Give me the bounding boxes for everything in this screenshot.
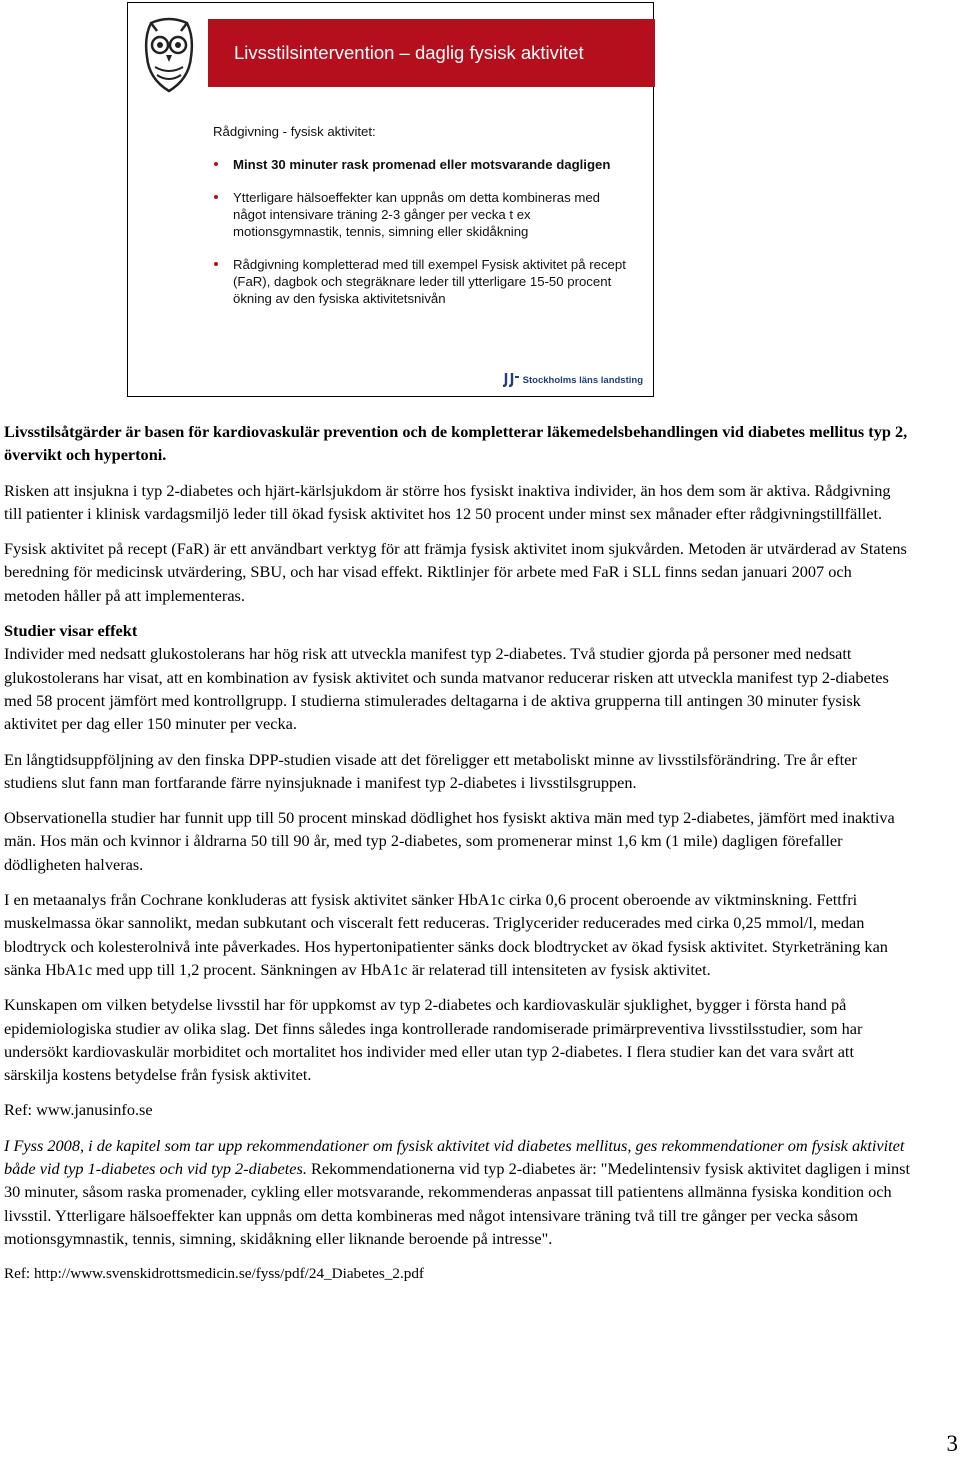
paragraph-text: Rekommendationerna vid typ 2-diabetes är: "Medelintensiv fysisk aktivitet dagligen i minst 30 minuter, såsom raska promenader, cykling eller motsvarande, rekommenderas anpassat till patientens allmänna fysiska kondition och livsstil. Ytterligare hälsoeffekter kan uppnås om detta kombineras med något intensivare träning två till tre gånger per vecka såsom motionsgymnastik, tennis, simning, skidåkning eller liknande beroende på intresse". xyxy=(4,1159,910,1248)
sll-logo-text: Stockholms läns landsting xyxy=(522,374,643,386)
document-body xyxy=(4,420,910,1298)
owl-logo-icon xyxy=(139,17,199,95)
paragraph: Risken att insjukna i typ 2-diabetes och hjärt-kärlsjukdom är större hos fysiskt inaktiva individer, än hos dem som är aktiva. Rådgivning till patienter i klinisk vardagsmiljö leder till ökad fysisk aktivitet hos 12 50 procent under minst sex månader efter rådgivningstillfället. xyxy=(4,480,891,523)
sll-logo xyxy=(503,373,643,387)
paragraph: En långtidsuppföljning av den finska DPP-studien visade att det föreligger ett metaboliskt minne av livsstilsförändring. Tre år efter studiens slut fann man fortfarande färre nyinsjuknade i manifest typ 2-diabetes i livsstilsgruppen. xyxy=(4,749,857,792)
paragraph: Observationella studier har funnit upp till 50 procent minskad dödlighet hos fysiskt aktiva män med typ 2-diabetes, jämfört med inaktiva män. Hos män och kvinnor i åldrarna 50 till 90 år, med typ 2-diabetes, som promenerar minst 1,6 km (1 mile) dagligen förefaller dödligheten halveras. xyxy=(4,808,895,874)
italic-text: I Fyss 2008, i de kapitel som tar upp rekommendationer om fysisk aktivitet vid diabetes mellitus, ges rekommendationer om fysisk aktivitet både vid typ 1-diabetes och vid typ 2-diabetes. xyxy=(4,1135,905,1179)
lead-paragraph: Livsstilsåtgärder är basen för kardiovaskulär prevention och de kompletterar läkemedelsbehandlingen vid diabetes mellitus typ 2, övervikt och hypertoni. xyxy=(4,422,908,465)
reference: Ref: www.janusinfo.se xyxy=(4,1100,153,1120)
slide-title: Livsstilsintervention – daglig fysisk aktivitet xyxy=(208,19,655,87)
slide-bullet-list xyxy=(213,156,633,307)
slide-bullet: Rådgivning kompletterad med till exempel Fysisk aktivitet på recept (FaR), dagbok och stegräknare leder till ytterligare 15-50 procent ökning av den fysiska aktivitetsnivån xyxy=(213,256,633,307)
paragraph: Fysisk aktivitet på recept (FaR) är ett användbart verktyg för att främja fysisk aktivitet inom sjukvården. Metoden är utvärderad av Statens beredning för medicinsk utvärdering, SBU, och har visad effekt. Riktlinjer för arbete med FaR i SLL finns sedan januari 2007 och metoden håller på att implementeras. xyxy=(4,539,907,605)
paragraph xyxy=(4,1134,910,1250)
page-number: 3 xyxy=(946,1431,958,1456)
paragraph: I en metaanalys från Cochrane konkluderas att fysisk aktivitet sänker HbA1c cirka 0,6 procent oberoende av viktminskning. Fettfri muskelmassa ökar sannolikt, medan subkutant och visceralt fett reduceras. Triglycerider reducerades med cirka 0,25 mmol/l, medan blodtryck och kolesterolnivå inte påverkades. Hos hypertonipatienter sänks dock blodtrycket av ökad fysisk aktivitet. Styrketräning kan sänka HbA1c med upp till 1,2 procent. Sänkningen av HbA1c är relaterad till intensiteten av fysisk aktivitet. xyxy=(4,890,888,979)
slide-image xyxy=(127,2,654,397)
section-heading: Studier visar effekt xyxy=(4,621,138,641)
paragraph: Individer med nedsatt glukostolerans har hög risk att utveckla manifest typ 2-diabetes. Två studier gjorda på personer med nedsatt glukostolerans har visat, att en kombination av fysisk aktivitet och sunda matvanor reducerar risken att utveckla manifest typ 2-diabetes med 58 procent jämfört med kontrollgrupp. I studierna stimulerades deltagarna i de aktiva grupperna till antingen 30 minuter fysisk aktivitet per dag eller 150 minuter per vecka. xyxy=(4,644,889,734)
reference-link[interactable]: Ref: http://www.svenskidrottsmedicin.se/fyss/pdf/24_Diabetes_2.pdf xyxy=(4,1265,424,1283)
paragraph: Kunskapen om vilken betydelse livsstil har för uppkomst av typ 2-diabetes och kardiovaskulär sjuklighet, bygger i första hand på epidemiologiska studier av olika slag. Det finns således inga kontrollerade randomiserade primärpreventiva livsstilsstudier, som har undersökt kardiovaskulär morbiditet och mortalitet hos individer med eller utan typ 2-diabetes. I flera studier kan det vara svårt att särskilja kostens betydelse från fysisk aktivitet. xyxy=(4,995,863,1085)
slide-bullet: Ytterligare hälsoeffekter kan uppnås om detta kombineras med något intensivare träning 2-3 gånger per vecka t ex motionsgymnastik, tennis, simning eller skidåkning xyxy=(213,189,633,240)
slide-bullet: Minst 30 minuter rask promenad eller motsvarande dagligen xyxy=(213,156,633,173)
sll-logo-icon xyxy=(503,373,519,387)
slide-intro: Rådgivning - fysisk aktivitet: xyxy=(213,124,376,139)
slide-body xyxy=(213,123,633,323)
